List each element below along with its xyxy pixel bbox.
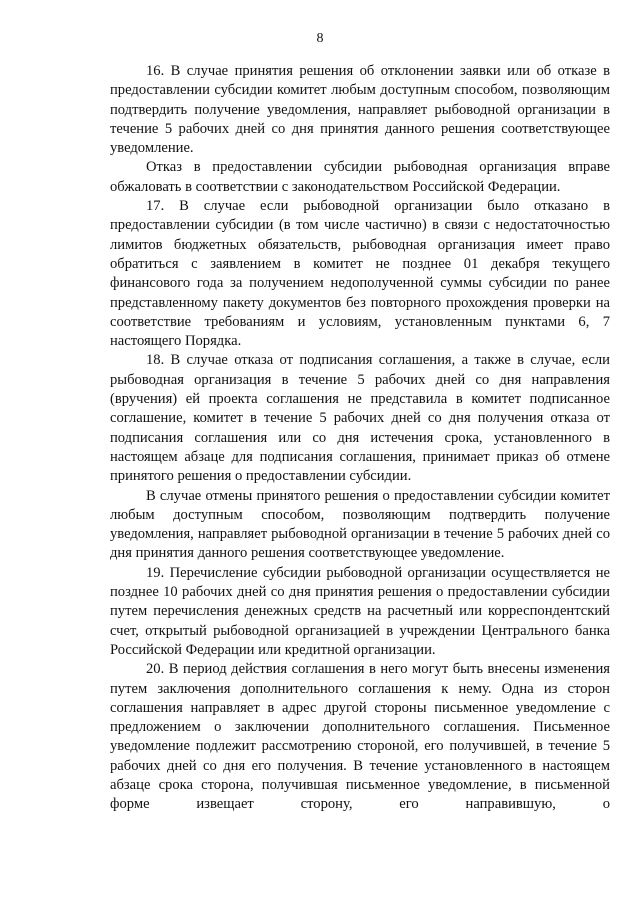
paragraph-19: 19. Перечисление субсидии рыбоводной организации осуществляется не позднее 10 рабочих дней со дня принятия решения о предоставлении субсидии путем перечисления денежных средств на расчетный или корреспондентский счет, открытый рыбоводной организацией в учреждении Центрального банка Российской Федерации или кредитной организации. [110, 564, 610, 658]
paragraph-17: 17. В случае если рыбоводной организации было отказано в предоставлении субсидии (в том числе частично) в связи с недостаточностью лимитов бюджетных обязательств, рыбоводная организация имеет право обратиться с заявлением в комитет не позднее 01 декабря текущего финансового года за получением недополученной суммы субсидии по ранее представленному пакету документов без повторного прохождения проверки на соответствие требованиям и условиям, установленным пунктами 6, 7 настоящего Порядка. [110, 198, 610, 350]
paragraph-20: 20. В период действия соглашения в него могут быть внесены изменения путем заключения дополнительного соглашения к нему. Одна из сторон соглашения направляет в адрес другой стороны письменное уведомление с предложением о заключении дополнительного соглашения. Письменное уведомление подлежит рассмотрению стороной, его получившей, в течение 5 рабочих дней со дня его получения. В течение установленного в настоящем абзаце срока сторона, получившая письменное уведомление, в письменной форме извещает сторону, его направившую, о [110, 661, 610, 813]
page-number: 8 [316, 31, 324, 46]
document-body [110, 62, 610, 815]
paragraph-16: 16. В случае принятия решения об отклонении заявки или об отказе в предоставлении субсидии комитет любым доступным способом, позволяющим подтвердить получение уведомления, направляет рыбоводной организации в течение 5 рабочих дней со дня принятия данного решения соответствующее уведомление. [110, 63, 610, 157]
paragraph-18: 18. В случае отказа от подписания соглашения, а также в случае, если рыбоводная организация в течение 5 рабочих дней со дня направления (вручения) ей проекта соглашения не представила в комитет подписанное соглашение, комитет в течение 5 рабочих дней со дня получения отказа от подписания соглашения или со дня истечения срока, установленного в настоящем абзаце для подписания соглашения, принимает приказ об отмене принятого решения о предоставлении субсидии. [110, 352, 610, 485]
paragraph-16-appeal: Отказ в предоставлении субсидии рыбоводная организация вправе обжаловать в соответствии с законодательством Российской Федерации. [110, 159, 610, 195]
paragraph-18-cancellation: В случае отмены принятого решения о предоставлении субсидии комитет любым доступным способом, позволяющим подтвердить получение уведомления, направляет рыбоводной организации в течение 5 рабочих дней со дня принятия данного решения соответствующее уведомление. [110, 487, 610, 562]
